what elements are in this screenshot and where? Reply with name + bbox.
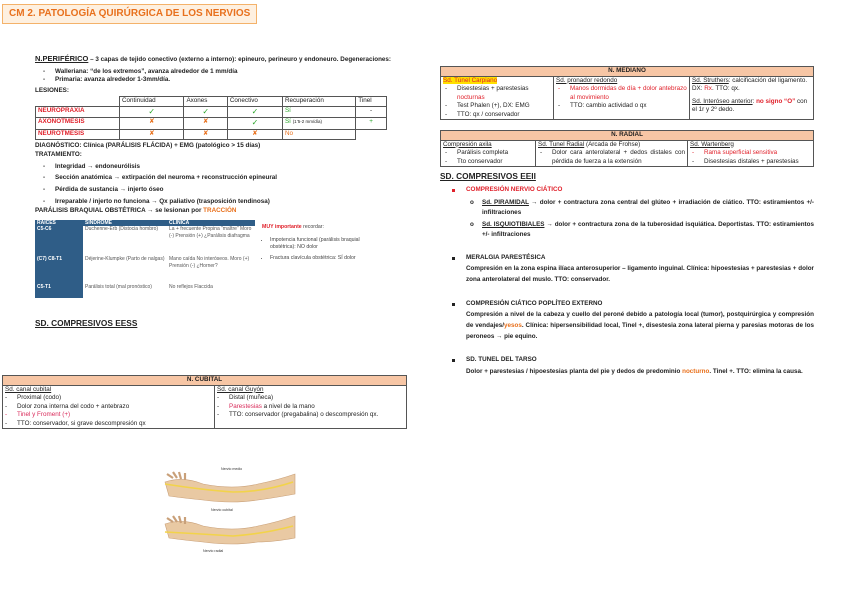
list-item: • Fractura clavícula obstétrica: SÍ dolor: [270, 255, 372, 262]
braquial-figure: [35, 220, 407, 312]
list-item: - Disestesias distales + parestesias: [692, 158, 811, 167]
tarso-title: SD. TUNEL DEL TARSO: [440, 356, 814, 365]
list-item: - TTO: qx / conservador: [445, 111, 551, 120]
list-item: - Parálisis completa: [445, 149, 533, 158]
list-item: - Dolor zona interna del codo + antebrazo: [5, 403, 212, 412]
table-row: Sd. canal cubital - Proximal (codo) - Dolor zona interna del codo + antebrazo - Tinel y Froment (+) - TTO: conservador, si grave descompresión qx Sd. canal Guyón - Distal (muñeca) - Parestesias a nivel de la mano - TTO: conservador (pregabalina) o descompresión qx.: [3, 385, 407, 429]
list-item: - Distal (muñeca): [217, 394, 404, 403]
tarso-text: Dolor + parestesias / hipoestesias planta del pie y dedos de predominio nocturno. Tinel +. TTO: elimina la causa.: [466, 367, 803, 375]
table-row: NEUROTMESIS ✘ ✘ ✘ No: [36, 130, 387, 140]
list-item: - TTO: conservador (pregabalina) o descompresión qx.: [217, 411, 404, 420]
page-title: CM 2. PATOLOGÍA QUIRÚRGICA DE LOS NERVIOS: [2, 4, 257, 24]
list-item: - Dolor cara anterolateral + dedos distales con pérdida de fuerza a la extensión: [540, 149, 685, 166]
list-item: - Tinel y Froment (+): [5, 411, 212, 420]
cubital-section: [2, 375, 407, 429]
table-row: C5-C6 Duchenne-Erb (Distocia hombro) La + frecuente Propina “maître” Moro (-) Prensión (+) ¿Parálisis diafragma: [35, 226, 255, 256]
list-item: - Sección anatómica → extirpación del neuroma + reconstrucción epineural: [43, 172, 407, 184]
list-item: - TTO: conservador, si grave descompresión qx: [5, 420, 212, 429]
list-item: - Test Phalen (+), DX: EMG: [445, 102, 551, 111]
tratamiento-list: [35, 161, 407, 208]
list-item: - Tto conservador: [445, 158, 533, 167]
arm-nerves-figure: [163, 462, 298, 554]
arm-illustration: [163, 462, 298, 554]
meralgia-title: MERALGIA PARESTÉSICA: [440, 254, 814, 263]
table-row: Compresión axila - Parálisis completa - Tto conservador Sd. Tunel Radial (Arcada de Frohse) - Dolor cara anterolateral + dedos distales con pérdida de fuerza a la extensión Sd. Wartenberg - Rama superficial sensitiva - Disestesias distales + parestesias: [441, 140, 814, 167]
radial-table: N. RADIAL Compresión axila - Parálisis completa - Tto conservador Sd. Tunel Radial (Arcada de Frohse) - Dolor cara anterolateral + dedos distales con pérdida de fuerza a la extensión Sd. Wartenberg - Rama superficial sensitiva - Disestesias distales + parestesias: [440, 130, 814, 167]
popliteo-text: Compresión a nivel de la cabeza y cuello del peroné debido a patología local (tumor), postquirúrgica y compresión de vendajes/yesos. Clínica: hipersensibilidad local, Tinel +, disestesia zona lateral pierna y paresias motoras de los peroneos → pie equino.: [466, 311, 814, 340]
table-row: NEUROPRAXIA ✓ ✓ ✓ Sí -: [36, 106, 387, 118]
list-item: - Parestesias a nivel de la mano: [217, 403, 404, 412]
list-item: - Disestesias + parestesias nocturnas: [445, 85, 551, 102]
list-item: • Impotencia funcional (parálisis braquial obstétrica): NO dolor: [270, 237, 372, 251]
right-column: [440, 66, 814, 378]
diagnostico: DIAGNÓSTICO: Clínica (PARÁLISIS FLÁCIDA) + EMG (patológico > 15 días): [35, 141, 261, 149]
list-item: - Irreparable / injerto no funciona → Qx paliativo (trasposición tendinosa): [43, 196, 407, 208]
list-item: - Proximal (codo): [5, 394, 212, 403]
isquiotibiales-item: o Sd. ISQUIOTIBIALES → dolor + contractura zona de la tuberosidad isquiática. Deportistas. TTO: estiramientos +/- infiltraciones: [440, 220, 814, 240]
list-item: - Manos dormidas de día + dolor antebrazo al movimiento: [558, 85, 687, 102]
lesiones-table: [35, 96, 387, 140]
braquial-heading: PARÁLISIS BRAQUIAL OBSTÉTRICA → se lesionan por TRACCIÓN: [35, 207, 237, 215]
table-header-row: Continuidad Axones Conectivo Recuperación Tinel: [36, 97, 387, 107]
tratamiento-label: TRATAMIENTO:: [35, 151, 82, 159]
mediano-table: N. MEDIANO Sd. Túnel Carpiano - Disestesias + parestesias nocturnas - Test Phalen (+), DX: EMG - TTO: qx / conservador Sd. pronador redondo - Manos dormidas de día + dolor antebrazo al movimiento - TTO: cambio actividad o qx Sd. Struthers: calcificación del ligamento. DX: Rx. TTO: qx. Sd. Interóseo anterior: no signo “O” con el 1r y 2º dedo.: [440, 66, 814, 120]
ciatico-title: COMPRESIÓN NERVIO CIÁTICO: [440, 186, 814, 195]
table-row: (C7) C8-T1 Déjerine-Klumpke (Parto de nalgas) Mano caída No interóseos. Moro (+) Prensión (-) ¿Horner?: [35, 256, 255, 284]
list-item: - Rama superficial sensitiva: [692, 149, 811, 158]
list-item: - Walleriana: “de los extremos”, avanza alrededor de 1 mm/día: [43, 68, 407, 77]
figure-label-cubital: Nervio cubital: [211, 508, 233, 512]
braquial-note: MUY importante recordar: • Impotencia funcional (parálisis braquial obstétrica): NO dolor • Fractura clavícula obstétrica: SÍ dolor: [262, 224, 372, 262]
braquial-table: [35, 220, 255, 299]
list-item: - Integridad → endoneurólisis: [43, 161, 407, 173]
cubital-table: N. CUBITAL Sd. canal cubital - Proximal (codo) - Dolor zona interna del codo + antebrazo - Tinel y Froment (+) - TTO: conservador, si grave descompresión qx Sd. canal Guyón - Distal (muñeca) - Parestesias a nivel de la mano - TTO: conservador (pregabalina) o descompresión qx.: [2, 375, 407, 429]
list-item: - Pérdida de sustancia → injerto óseo: [43, 184, 407, 196]
degeneraciones-list: [35, 68, 407, 85]
figure-label-radial: Nervio radial: [203, 549, 224, 553]
list-item: - TTO: cambio actividad o qx: [558, 102, 687, 111]
table-header-row: RAICES SINDROME CLINICA: [35, 220, 255, 227]
table-row: Sd. Túnel Carpiano - Disestesias + parestesias nocturnas - Test Phalen (+), DX: EMG - TTO: qx / conservador Sd. pronador redondo - Manos dormidas de día + dolor antebrazo al movimiento - TTO: cambio actividad o qx Sd. Struthers: calcificación del ligamento. DX: Rx. TTO: qx. Sd. Interóseo anterior: no signo “O” con el 1r y 2º dedo.: [441, 76, 814, 120]
list-item: - Primaria: avanza alrededor 1-3mm/día.: [43, 76, 407, 85]
periferico-heading: N.PERIFÉRICO: [35, 54, 89, 63]
compresivos-eess-heading: SD. COMPRESIVOS EESS: [35, 317, 138, 328]
meralgia-text: Compresión en la zona espina ilíaca anterosuperior – ligamento inguinal. Clínica: hipoestesias + parestesias + dolor zona anterolateral del muslo. TTO: conservador.: [466, 265, 814, 284]
piramidal-item: o Sd. PIRAMIDAL → dolor + contractura zona central del glúteo + irradiación de ciático. TTO: estiramientos +/- infiltraciones: [440, 198, 814, 218]
lesiones-label: LESIONES:: [35, 86, 69, 94]
left-column: [35, 54, 407, 329]
compresivos-eeii-heading: SD. COMPRESIVOS EEII: [440, 171, 536, 181]
braquial-note-list: [262, 237, 372, 262]
table-row: AXONOTMESIS ✘ ✘ ✓ Sí (1’5-2 mm/día) +: [36, 118, 387, 130]
figure-label-medio: Nervio medio: [221, 467, 243, 471]
popliteo-title: COMPRESIÓN CIÁTICO POPLÍTEO EXTERNO: [440, 300, 814, 309]
table-row: C5-T1 Parálisis total (mal pronóstico) No reflejos Flaccida: [35, 284, 255, 298]
periferico-intro: N.PERIFÉRICO – 3 capas de tejido conectivo (externo a interno): epineuro, perineuro y endoneuro. Degeneraciones:: [35, 54, 392, 63]
